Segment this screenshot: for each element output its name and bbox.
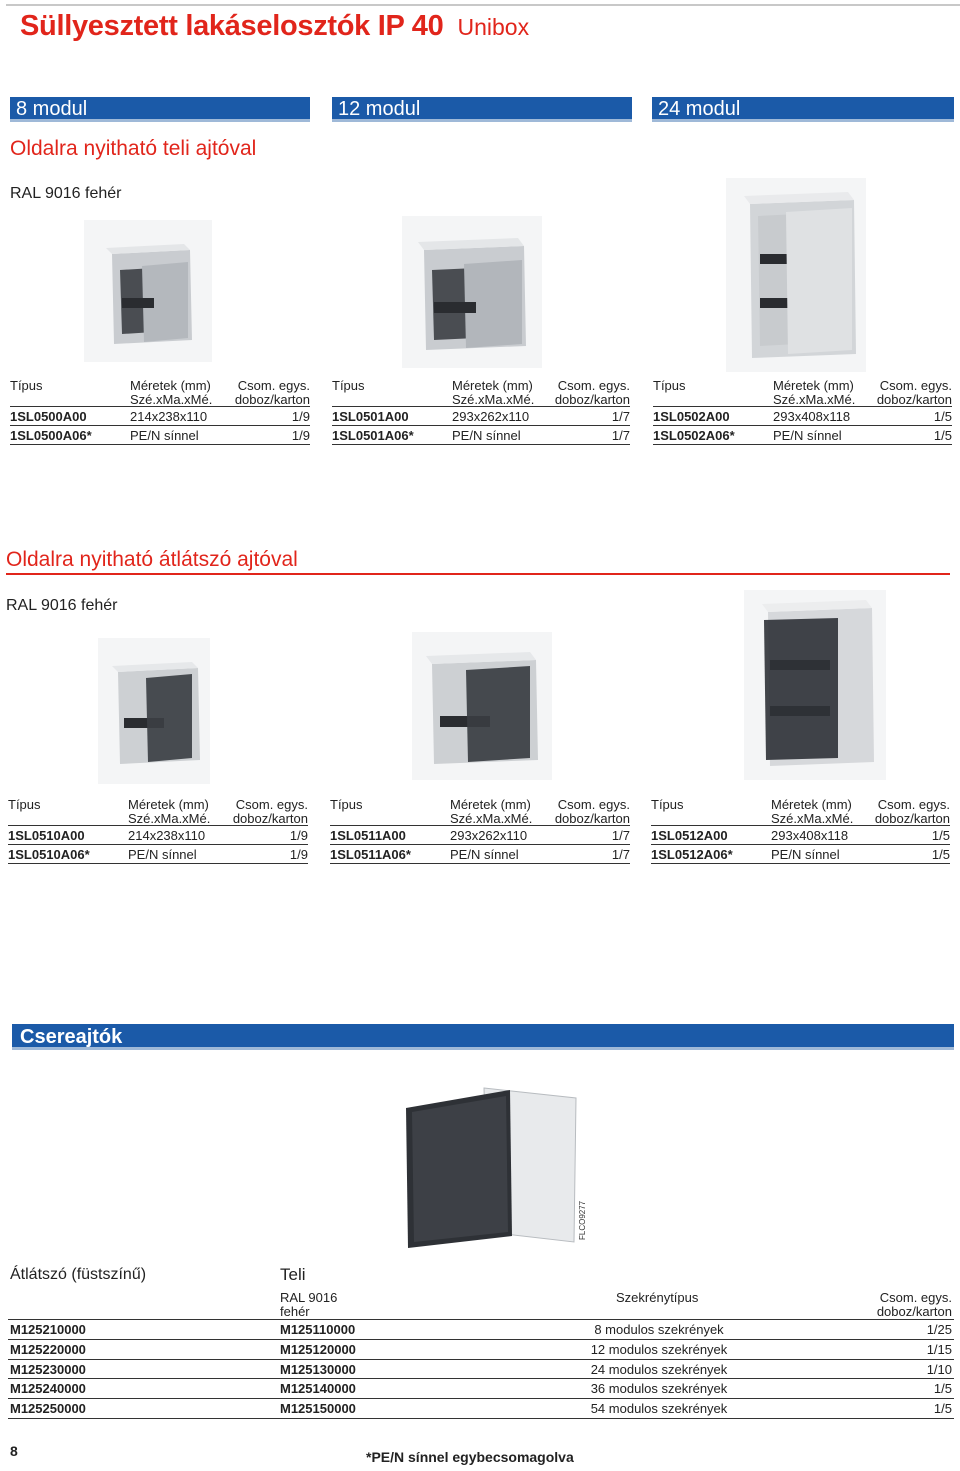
section2-title: Oldalra nyitható átlátszó ajtóval bbox=[6, 548, 298, 571]
product-pack: 1/9 bbox=[291, 428, 310, 443]
solid-code: M125120000 bbox=[280, 1341, 356, 1357]
table-row bbox=[8, 1360, 954, 1380]
product-pack: 1/9 bbox=[289, 847, 308, 862]
product-image-1sl0502 bbox=[726, 178, 866, 372]
col-dims-sub: Szé.xMa.xMé. bbox=[452, 392, 535, 407]
col-pack: Csom. egys. bbox=[879, 378, 952, 393]
col-pack: Csom. egys. bbox=[237, 378, 310, 393]
product-dims: 293x262x110 bbox=[450, 828, 528, 843]
section1-ral: RAL 9016 fehér bbox=[10, 185, 122, 202]
product-dims: PE/N sínnel bbox=[773, 428, 842, 443]
product-code: 1SL0500A06* bbox=[10, 428, 92, 443]
cabinet-type: 24 modulos szekrények bbox=[590, 1361, 728, 1377]
page-title bbox=[20, 10, 529, 50]
col-dims: Méretek (mm) bbox=[771, 797, 852, 812]
product-image-1sl0512 bbox=[744, 590, 886, 780]
product-code: 1SL0512A06* bbox=[651, 847, 733, 862]
col-pack-sub: doboz/karton bbox=[874, 811, 950, 826]
photo-code: FLCO9277 bbox=[578, 1200, 587, 1240]
product-pack: 1/9 bbox=[291, 409, 310, 424]
product-code: 1SL0502A00 bbox=[653, 409, 730, 424]
page-number: 8 bbox=[10, 1443, 18, 1459]
pack: 1/25 bbox=[926, 1322, 952, 1337]
pack: 1/10 bbox=[926, 1361, 952, 1377]
col-dims-sub: Szé.xMa.xMé. bbox=[128, 811, 211, 826]
product-pack: 1/7 bbox=[611, 847, 630, 862]
table-row bbox=[8, 1379, 954, 1399]
col-pack: Csom. egys. bbox=[557, 378, 630, 393]
top-rule bbox=[6, 4, 960, 6]
spec-table-1sl0500 bbox=[10, 379, 310, 445]
product-dims: PE/N sínnel bbox=[450, 847, 519, 862]
product-code: 1SL0502A06* bbox=[653, 428, 735, 443]
product-code: 1SL0510A00 bbox=[8, 828, 85, 843]
spec-table-1sl0511 bbox=[330, 798, 630, 864]
col-type: Típus bbox=[330, 797, 363, 812]
product-code: 1SL0512A00 bbox=[651, 828, 728, 843]
spec-table-1sl0501 bbox=[332, 379, 630, 445]
label-transparent: Átlátszó (füstszínű) bbox=[10, 1266, 147, 1283]
footnote: *PE/N sínnel egybecsomagolva bbox=[366, 1449, 574, 1465]
table-row bbox=[8, 845, 308, 864]
col-pack: Csom. egys. bbox=[557, 797, 630, 812]
product-dims: 293x408x118 bbox=[771, 828, 849, 843]
product-image-1sl0511 bbox=[412, 632, 552, 780]
column-header-12-modul: 12 modul bbox=[332, 97, 632, 122]
table-row bbox=[653, 407, 952, 426]
product-pack: 1/9 bbox=[289, 828, 308, 843]
col-pack-sub: doboz/karton bbox=[554, 811, 630, 826]
col-dims: Méretek (mm) bbox=[130, 378, 211, 393]
col-type: Típus bbox=[332, 378, 365, 393]
cabinet-type: 36 modulos szekrények bbox=[590, 1381, 728, 1397]
product-code: 1SL0510A06* bbox=[8, 847, 90, 862]
col-dims: Méretek (mm) bbox=[450, 797, 531, 812]
pack: 1/15 bbox=[926, 1341, 952, 1357]
table-row bbox=[653, 426, 952, 445]
doors-table-header bbox=[8, 1288, 954, 1320]
spec-table-header bbox=[8, 798, 308, 826]
table-row bbox=[8, 826, 308, 845]
col-pack-sub: doboz/karton bbox=[234, 392, 310, 407]
table-row bbox=[651, 826, 950, 845]
label-solid: Teli bbox=[280, 1265, 306, 1284]
product-image-1sl0501 bbox=[402, 216, 542, 368]
col-pack: Csom. egys. bbox=[879, 1290, 952, 1305]
col-dims-sub: Szé.xMa.xMé. bbox=[771, 811, 854, 826]
cabinet-type: 12 modulos szekrények bbox=[590, 1341, 728, 1357]
spec-table-header bbox=[651, 798, 950, 826]
col-ral-sub: fehér bbox=[280, 1304, 310, 1319]
transparent-code: M125210000 bbox=[10, 1322, 86, 1337]
product-pack: 1/5 bbox=[933, 409, 952, 424]
col-type: Típus bbox=[651, 797, 684, 812]
table-row bbox=[330, 845, 630, 864]
product-dims: 214x238x110 bbox=[130, 409, 208, 424]
product-image-1sl0500 bbox=[84, 220, 212, 362]
table-row bbox=[8, 1399, 954, 1419]
col-pack-sub: doboz/karton bbox=[876, 1304, 952, 1319]
transparent-code: M125230000 bbox=[10, 1361, 86, 1377]
product-code: 1SL0511A06* bbox=[330, 847, 411, 862]
product-code: 1SL0500A00 bbox=[10, 409, 87, 424]
product-pack: 1/5 bbox=[931, 847, 950, 862]
page-title-main: Süllyesztett lakáselosztók IP 40 bbox=[20, 10, 444, 42]
col-ral: RAL 9016 bbox=[280, 1290, 338, 1305]
spec-table-header bbox=[330, 798, 630, 826]
table-row bbox=[330, 826, 630, 845]
spec-table-header bbox=[653, 379, 952, 407]
doors-band-title: Csereajtók bbox=[20, 1026, 123, 1048]
section2-ral: RAL 9016 fehér bbox=[6, 597, 118, 614]
product-dims: PE/N sínnel bbox=[452, 428, 521, 443]
spec-table-1sl0510 bbox=[8, 798, 308, 864]
pack: 1/5 bbox=[933, 1401, 952, 1417]
transparent-code: M125250000 bbox=[10, 1401, 86, 1417]
cabinet-type: 8 modulos szekrények bbox=[594, 1322, 724, 1337]
col-dims-sub: Szé.xMa.xMé. bbox=[130, 392, 213, 407]
table-row bbox=[651, 845, 950, 864]
product-pack: 1/5 bbox=[931, 828, 950, 843]
table-row bbox=[10, 426, 310, 445]
spec-table-header bbox=[332, 379, 630, 407]
solid-code: M125140000 bbox=[280, 1381, 356, 1397]
product-code: 1SL0501A06* bbox=[332, 428, 414, 443]
spec-table-1sl0502 bbox=[653, 379, 952, 445]
col-pack-sub: doboz/karton bbox=[232, 811, 308, 826]
door-image bbox=[398, 1080, 586, 1250]
table-row bbox=[8, 1320, 954, 1340]
product-dims: PE/N sínnel bbox=[771, 847, 840, 862]
table-row bbox=[8, 1340, 954, 1360]
product-dims: 214x238x110 bbox=[128, 828, 206, 843]
section1-title: Oldalra nyitható teli ajtóval bbox=[10, 137, 257, 160]
col-type: Típus bbox=[8, 797, 41, 812]
col-pack: Csom. egys. bbox=[235, 797, 308, 812]
cabinet-type: 54 modulos szekrények bbox=[590, 1401, 728, 1417]
product-code: 1SL0501A00 bbox=[332, 409, 409, 424]
product-pack: 1/5 bbox=[933, 428, 952, 443]
product-code: 1SL0511A00 bbox=[330, 828, 406, 843]
col-pack: Csom. egys. bbox=[877, 797, 950, 812]
table-row bbox=[332, 426, 630, 445]
solid-code: M125150000 bbox=[280, 1401, 356, 1417]
col-type: Típus bbox=[10, 378, 43, 393]
spec-table-header bbox=[10, 379, 310, 407]
pack: 1/5 bbox=[933, 1381, 952, 1397]
col-dims: Méretek (mm) bbox=[128, 797, 209, 812]
doors-table bbox=[8, 1288, 954, 1419]
section2-rule bbox=[6, 573, 950, 575]
col-pack-sub: doboz/karton bbox=[554, 392, 630, 407]
table-row bbox=[332, 407, 630, 426]
col-pack-sub: doboz/karton bbox=[876, 392, 952, 407]
column-header-24-modul: 24 modul bbox=[652, 97, 954, 122]
transparent-code: M125240000 bbox=[10, 1381, 86, 1397]
page-title-sub: Unibox bbox=[457, 14, 530, 40]
solid-code: M125110000 bbox=[280, 1322, 356, 1337]
col-dims-sub: Szé.xMa.xMé. bbox=[773, 392, 856, 407]
solid-code: M125130000 bbox=[280, 1361, 356, 1377]
col-dims: Méretek (mm) bbox=[773, 378, 854, 393]
col-dims-sub: Szé.xMa.xMé. bbox=[450, 811, 533, 826]
col-type: Típus bbox=[653, 378, 686, 393]
col-cabinet: Szekrénytípus bbox=[616, 1290, 699, 1305]
product-pack: 1/7 bbox=[611, 828, 630, 843]
doors-band bbox=[12, 1024, 954, 1050]
transparent-code: M125220000 bbox=[10, 1341, 86, 1357]
table-row bbox=[10, 407, 310, 426]
product-dims: PE/N sínnel bbox=[128, 847, 197, 862]
product-pack: 1/7 bbox=[611, 428, 630, 443]
column-header-8-modul: 8 modul bbox=[10, 97, 310, 122]
product-pack: 1/7 bbox=[611, 409, 630, 424]
product-dims: PE/N sínnel bbox=[130, 428, 199, 443]
product-dims: 293x408x118 bbox=[773, 409, 851, 424]
spec-table-1sl0512 bbox=[651, 798, 950, 864]
product-dims: 293x262x110 bbox=[452, 409, 530, 424]
product-image-1sl0510 bbox=[98, 638, 210, 784]
col-dims: Méretek (mm) bbox=[452, 378, 533, 393]
